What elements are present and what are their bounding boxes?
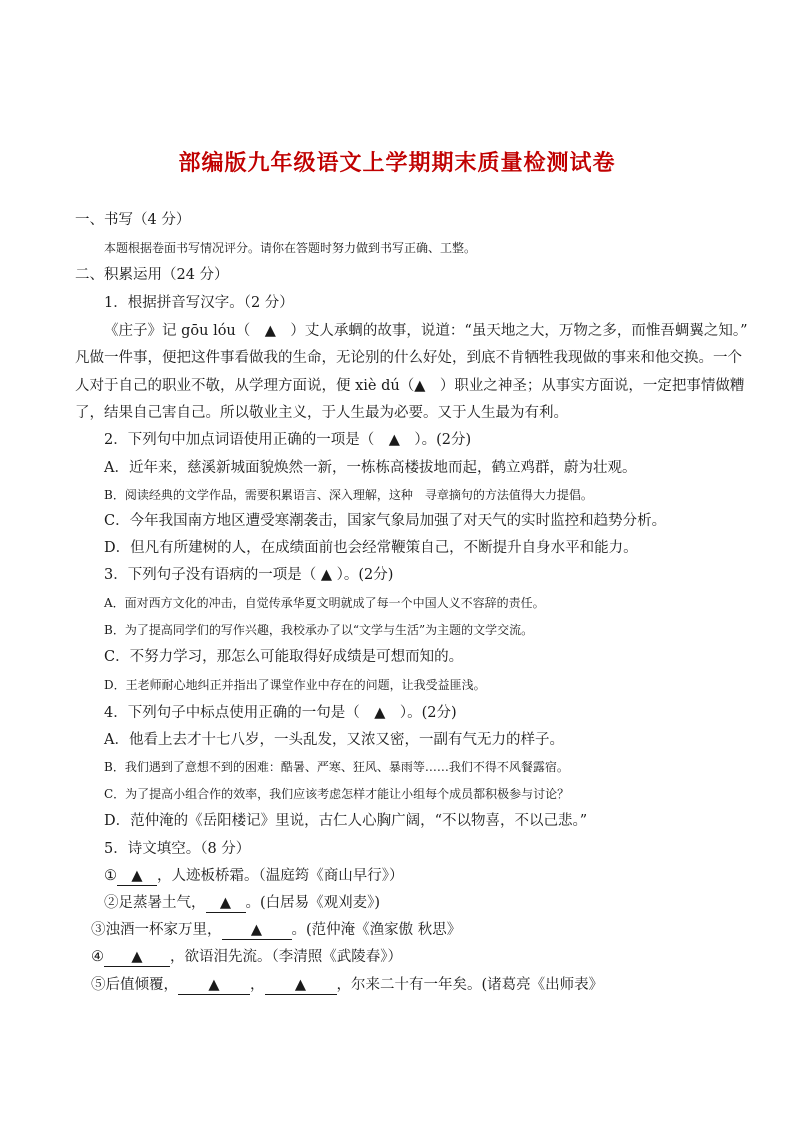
item-text: ，人迹板桥霜。（温庭筠《商山早行》） xyxy=(157,868,404,884)
section-1-heading: 一、书写（4 分） xyxy=(75,212,191,228)
page-title: 部编版九年级语文上学期期末质量检测试卷 xyxy=(178,151,616,176)
item-text: ⑤后值倾覆， xyxy=(91,977,178,993)
question-2-stem: 2．下列句中加点词语使用正确的一项是（ ▲ ）。(2分) xyxy=(104,432,472,448)
poem-fill-item xyxy=(104,893,380,913)
poem-fill-item xyxy=(91,975,603,995)
answer-blank[interactable]: ▲ xyxy=(104,948,170,967)
section-1-description: 本题根据卷面书写情况评分。请你在答题时努力做到书写正确、工整。 xyxy=(104,241,477,255)
answer-blank[interactable]: ▲ xyxy=(222,921,292,940)
answer-blank[interactable]: ▲ xyxy=(265,976,337,995)
item-text: 。(白居易《观刈麦》) xyxy=(245,895,381,911)
question-4-stem: 4．下列句子中标点使用正确的一句是（ ▲ ）。(2分) xyxy=(104,705,457,721)
poem-fill-item xyxy=(104,866,404,886)
question-1-paragraph-line: 《庄子》记 gōu lóu（ ▲ ）丈人承蜩的故事，说道：“虽天地之大，万物之多，而惟吾蜩翼之知。” xyxy=(104,323,748,339)
question-3-option-d: D．王老师耐心地纠正并指出了课堂作业中存在的问题，让我受益匪浅。 xyxy=(104,678,486,692)
question-2-option-d: D．但凡有所建树的人，在成绩面前也会经常鞭策自己，不断提升自身水平和能力。 xyxy=(104,540,638,556)
item-text: ，欲语泪先流。（李清照《武陵春》） xyxy=(170,949,402,965)
answer-blank[interactable]: ▲ xyxy=(206,894,246,913)
question-2-option-b: B．阅读经典的文学作品，需要积累语言、深入理解，这种 寻章摘句的方法值得大力提倡。 xyxy=(104,488,593,502)
question-1-paragraph-line: 了，结果自己害自己。所以敬业主义，于人生最为必要。又于人生最为有利。 xyxy=(75,405,568,421)
answer-blank[interactable]: ▲ xyxy=(117,867,157,886)
poem-fill-item xyxy=(91,920,461,940)
question-3-option-b: B．为了提高同学们的写作兴趣，我校承办了以“文学与生活”为主题的文学交流。 xyxy=(104,623,534,637)
question-4-option-c: C．为了提高小组合作的效率，我们应该考虑怎样才能让小组每个成员都积极参与讨论？ xyxy=(104,787,570,801)
question-4-option-a: A．他看上去才十七八岁，一头乱发，又浓又密，一副有气无力的样子。 xyxy=(104,732,564,748)
question-5-stem: 5．诗文填空。（8 分） xyxy=(104,841,251,857)
question-3-stem: 3．下列句子没有语病的一项是（ ▲ ）。(2分) xyxy=(104,567,394,583)
item-text: ②足蒸暑土气， xyxy=(104,895,206,911)
question-2-option-c: C．今年我国南方地区遭受寒潮袭击，国家气象局加强了对天气的实时监控和趋势分析。 xyxy=(104,513,667,529)
question-1-paragraph-line: 人对于自己的职业不敬，从学理方面说，便 xiè dú（▲ ）职业之神圣；从事实方面说，一定把事情做糟 xyxy=(75,378,745,394)
question-4-option-b: B．我们遇到了意想不到的困难：酷暑、严寒、狂风、暴雨等……我们不得不风餐露宿。 xyxy=(104,760,569,774)
question-1-paragraph-line: 凡做一件事，便把这件事看做我的生命，无论别的什么好处，到底不肯牺牲我现做的事来和他交换。一个 xyxy=(75,350,742,366)
poem-fill-item xyxy=(91,947,402,967)
item-text: ， xyxy=(250,977,265,993)
question-2-option-a: A．近年来，慈溪新城面貌焕然一新，一栋栋高楼拔地而起，鹤立鸡群，蔚为壮观。 xyxy=(104,460,637,476)
item-text: ，尔来二十有一年矣。(诸葛亮《出师表》 xyxy=(336,977,604,993)
question-3-option-a: A．面对西方文化的冲击，自觉传承华夏文明就成了每一个中国人义不容辞的责任。 xyxy=(104,596,545,610)
item-text: 。(范仲淹《渔家傲 秋思》 xyxy=(291,922,462,938)
question-3-option-c: C．不努力学习，那怎么可能取得好成绩是可想而知的。 xyxy=(104,649,464,665)
question-4-option-d: D．范仲淹的《岳阳楼记》里说，古仁人心胸广阔，“不以物喜，不以己悲。” xyxy=(104,813,588,829)
item-text: ③浊酒一杯家万里， xyxy=(91,922,222,938)
item-number: ④ xyxy=(91,949,104,965)
item-number: ① xyxy=(104,868,117,884)
question-1-stem: 1．根据拼音写汉字。（2 分） xyxy=(104,295,294,311)
section-2-heading: 二、积累运用（24 分） xyxy=(75,267,229,283)
answer-blank[interactable]: ▲ xyxy=(178,976,250,995)
